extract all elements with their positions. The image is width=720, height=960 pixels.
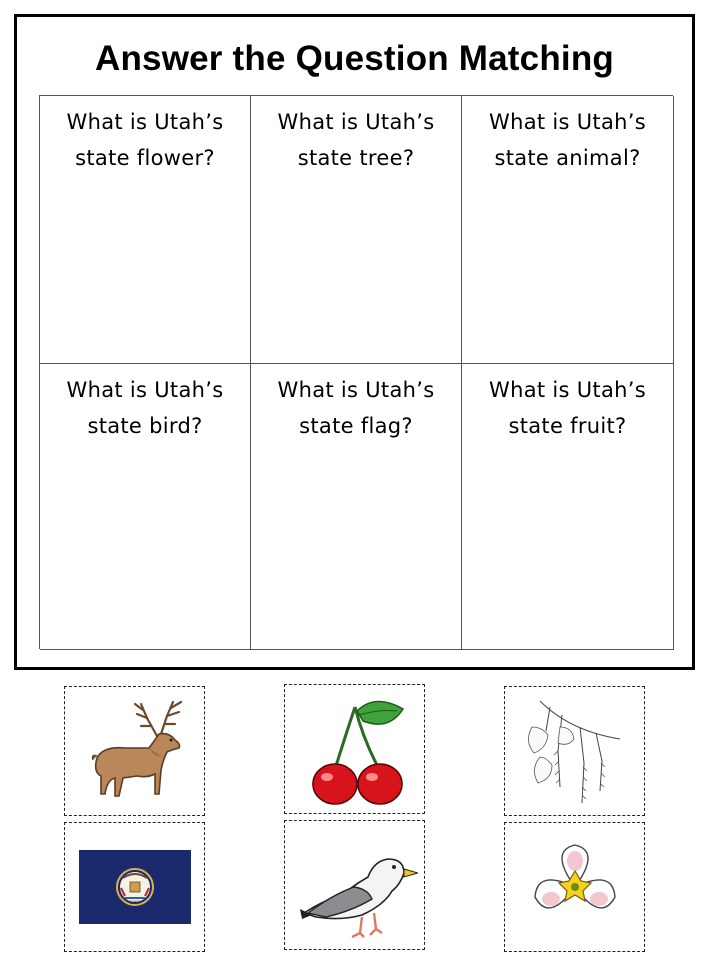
question-line: state flower? <box>75 146 215 170</box>
question-line: What is Utah’s <box>66 110 224 134</box>
question-line: What is Utah’s <box>277 378 435 402</box>
seagull-card[interactable] <box>284 820 425 950</box>
question-line: What is Utah’s <box>489 378 646 402</box>
cherry-icon <box>295 689 415 809</box>
question-cell-flag[interactable] <box>251 364 462 650</box>
aspen-branch-icon <box>520 691 630 811</box>
question-line: state bird? <box>87 414 203 438</box>
utah-flag-icon <box>79 850 191 924</box>
question-cell-tree[interactable] <box>251 96 462 364</box>
question-cell-bird[interactable] <box>40 364 251 650</box>
question-line: What is Utah’s <box>489 110 646 134</box>
question-cell-animal[interactable] <box>462 96 674 364</box>
question-line: What is Utah’s <box>277 110 435 134</box>
question-line: What is Utah’s <box>66 378 224 402</box>
elk-card[interactable] <box>64 686 205 816</box>
aspen-card[interactable] <box>504 686 645 816</box>
question-cell-fruit[interactable] <box>462 364 674 650</box>
question-line: state fruit? <box>508 414 627 438</box>
worksheet-title: Answer the Question Matching <box>95 39 614 78</box>
elk-icon <box>75 696 195 806</box>
question-cell-flower[interactable] <box>40 96 251 364</box>
flag-card[interactable] <box>64 822 205 952</box>
seagull-icon <box>292 825 418 945</box>
question-line: state flag? <box>299 414 413 438</box>
cherry-card[interactable] <box>284 684 425 814</box>
question-grid <box>39 95 673 649</box>
question-line: state tree? <box>297 146 415 170</box>
svg-text:1896: 1896 <box>129 900 140 905</box>
sego-lily-icon <box>529 841 621 933</box>
sego-lily-card[interactable] <box>504 822 645 952</box>
question-line: state animal? <box>494 146 641 170</box>
